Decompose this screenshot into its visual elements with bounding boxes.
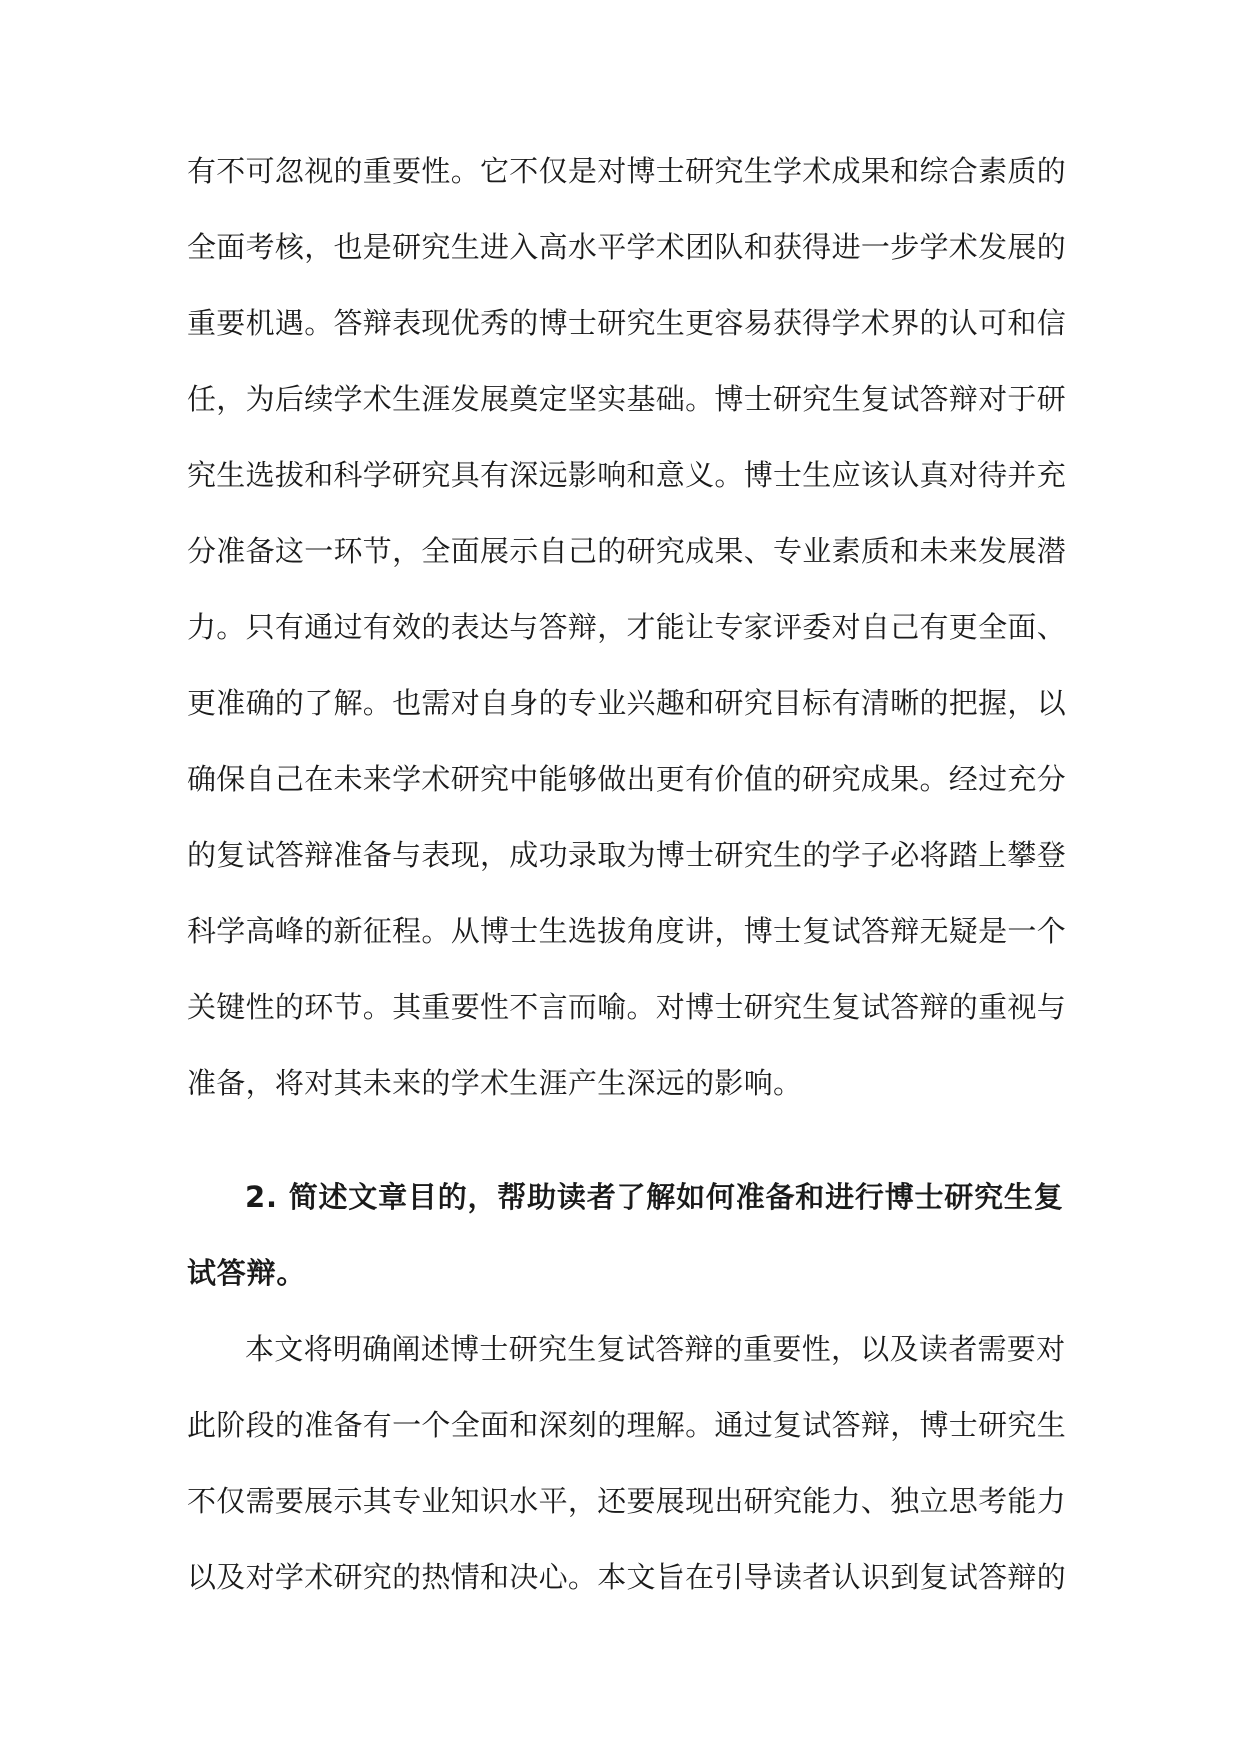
text-line: 此阶段的准备有一个全面和深刻的理解。通过复试答辩，博士研究生 [187, 1408, 1067, 1442]
text-line: 准备，将对其未来的学术生涯产生深远的影响。 [187, 1066, 803, 1100]
text-line: 究生选拔和科学研究具有深远影响和意义。博士生应该认真对待并充 [187, 458, 1067, 492]
text-line: 关键性的环节。其重要性不言而喻。对博士研究生复试答辩的重视与 [187, 990, 1067, 1024]
text-line: 确保自己在未来学术研究中能够做出更有价值的研究成果。经过充分 [187, 762, 1067, 796]
text-line: 科学高峰的新征程。从博士生选拔角度讲，博士复试答辩无疑是一个 [187, 914, 1067, 948]
text-line: 任，为后续学术生涯发展奠定坚实基础。博士研究生复试答辩对于研 [187, 382, 1067, 416]
text-line: 重要机遇。答辩表现优秀的博士研究生更容易获得学术界的认可和信 [187, 306, 1067, 340]
text-line: 有不可忽视的重要性。它不仅是对博士研究生学术成果和综合素质的 [187, 154, 1067, 188]
text-line: 全面考核，也是研究生进入高水平学术团队和获得进一步学术发展的 [187, 230, 1067, 264]
text-line: 更准确的了解。也需对自身的专业兴趣和研究目标有清晰的把握，以 [187, 686, 1067, 720]
text-line: 分准备这一环节，全面展示自己的研究成果、专业素质和未来发展潜 [187, 534, 1067, 568]
paragraph-continued [187, 143, 1067, 1131]
heading-line: 2. 简述文章目的，帮助读者了解如何准备和进行博士研究生复 [245, 1180, 1064, 1214]
text-line: 力。只有通过有效的表达与答辩，才能让专家评委对自己有更全面、 [187, 610, 1067, 644]
text-line: 以及对学术研究的热情和决心。本文旨在引导读者认识到复试答辩的 [187, 1560, 1067, 1594]
text-line: 不仅需要展示其专业知识水平，还要展现出研究能力、独立思考能力 [187, 1484, 1067, 1518]
paragraph [187, 1321, 1067, 1625]
document-body [187, 143, 1067, 1625]
paragraph-spacer [187, 1131, 1063, 1169]
section-heading [187, 1169, 1063, 1321]
heading-line: 试答辩。 [187, 1256, 307, 1290]
text-line: 的复试答辩准备与表现，成功录取为博士研究生的学子必将踏上攀登 [187, 838, 1067, 872]
text-line: 本文将明确阐述博士研究生复试答辩的重要性，以及读者需要对 [245, 1332, 1066, 1366]
